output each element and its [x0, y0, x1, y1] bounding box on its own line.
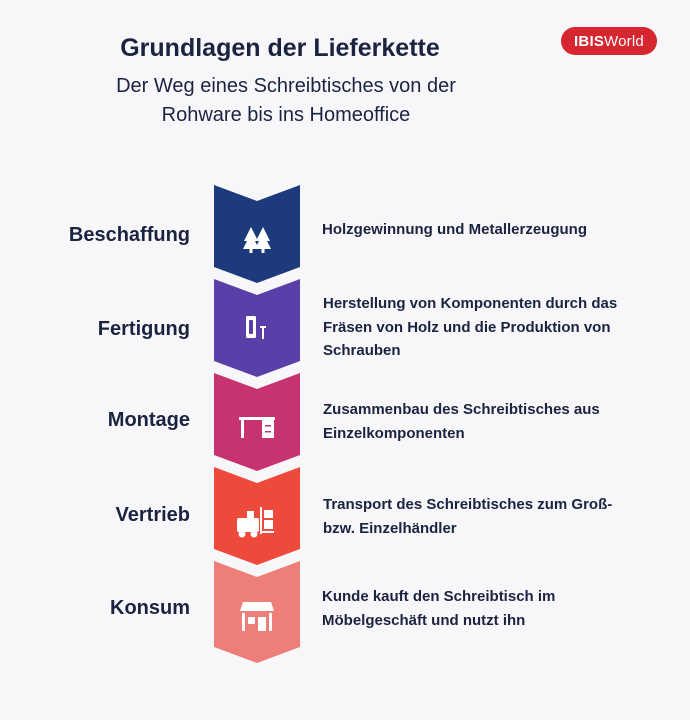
description-line: Zusammenbau des Schreibtisches aus: [323, 401, 600, 418]
description-line: Möbelgeschäft und nutzt ihn: [322, 611, 526, 629]
subtitle-line-2: Rohware bis ins Homeoffice: [161, 104, 411, 126]
subtitle-line-1: Der Weg eines Schreibtisches von der: [116, 75, 456, 97]
chevron-montage: [214, 373, 300, 471]
stage-description-vertrieb: [323, 493, 643, 540]
description-line: Schrauben: [323, 342, 401, 359]
stage-label-fertigung: Fertigung: [97, 318, 190, 340]
chevron-fertigung: [214, 279, 300, 377]
logo-part-1: IBIS: [574, 32, 605, 50]
chevron-konsum: [214, 561, 300, 663]
description-line: Holzgewinnung und Metallerzeugung: [322, 221, 587, 238]
description-line: Einzelkomponenten: [323, 424, 465, 442]
stage-label-konsum: Konsum: [110, 597, 190, 619]
stage-description-fertigung: [323, 292, 643, 363]
description-line: Transport des Schreibtisches zum Groß-: [323, 496, 613, 513]
stage-description-beschaffung: [322, 218, 642, 242]
description-line: bzw. Einzelhändler: [323, 519, 457, 537]
stage-label-vertrieb: Vertrieb: [115, 504, 190, 526]
description-line: Fräsen von Holz und die Produktion von: [323, 318, 611, 336]
logo-part-2: World: [604, 32, 644, 50]
description-line: Herstellung von Komponenten durch das: [323, 295, 618, 312]
chevron-vertrieb: [214, 467, 300, 565]
stage-description-montage: [323, 398, 643, 445]
stage-description-konsum: [322, 585, 642, 632]
chevron-beschaffung: [214, 185, 300, 283]
page-title: Grundlagen der Lieferkette: [120, 34, 440, 62]
description-line: Kunde kauft den Schreibtisch im: [322, 588, 556, 605]
stage-label-montage: Montage: [107, 409, 190, 431]
stage-label-beschaffung: Beschaffung: [68, 224, 190, 246]
